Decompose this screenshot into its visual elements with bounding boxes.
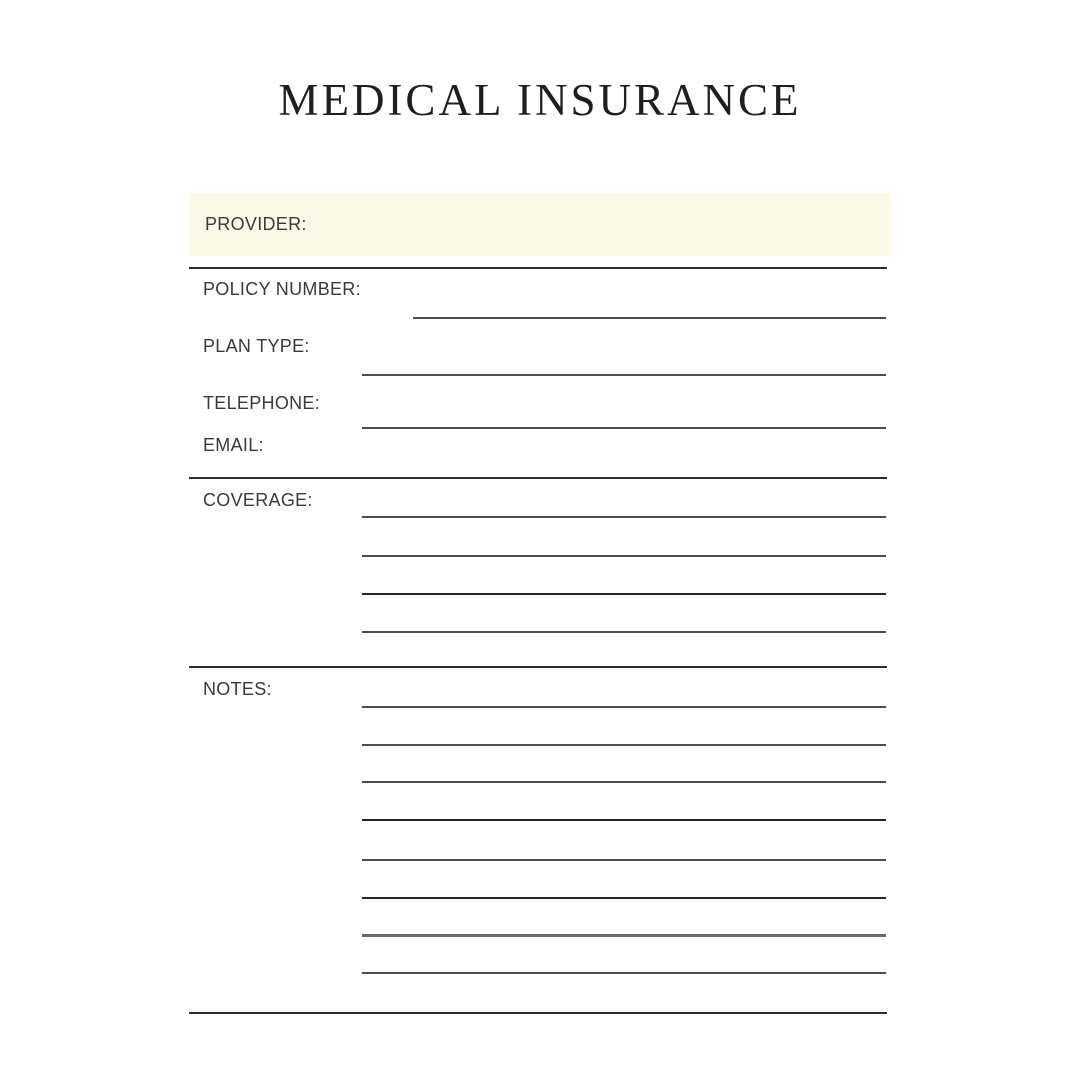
policy-number-line[interactable] bbox=[413, 317, 886, 319]
plan-type-label: PLAN TYPE: bbox=[203, 336, 310, 356]
telephone-line[interactable] bbox=[362, 427, 886, 429]
provider-section-divider bbox=[189, 267, 887, 269]
notes-line[interactable] bbox=[362, 706, 886, 708]
coverage-line[interactable] bbox=[362, 516, 886, 518]
email-section-divider bbox=[189, 477, 887, 479]
email-label: EMAIL: bbox=[203, 435, 264, 455]
page-title: MEDICAL INSURANCE bbox=[278, 75, 802, 125]
coverage-line[interactable] bbox=[362, 631, 886, 633]
bottom-divider bbox=[189, 1012, 887, 1014]
notes-line[interactable] bbox=[362, 744, 886, 746]
notes-line[interactable] bbox=[362, 972, 886, 974]
provider-field[interactable] bbox=[189, 193, 891, 256]
coverage-label: COVERAGE: bbox=[203, 490, 313, 510]
notes-line[interactable] bbox=[362, 859, 886, 861]
policy-number-label: POLICY NUMBER: bbox=[203, 279, 361, 299]
notes-label: NOTES: bbox=[203, 679, 272, 699]
plan-type-line[interactable] bbox=[362, 374, 886, 376]
provider-label: PROVIDER: bbox=[205, 214, 307, 234]
telephone-label: TELEPHONE: bbox=[203, 393, 321, 413]
coverage-line[interactable] bbox=[362, 555, 886, 557]
notes-line[interactable] bbox=[362, 934, 886, 937]
coverage-line[interactable] bbox=[362, 593, 886, 595]
notes-line[interactable] bbox=[362, 781, 886, 783]
notes-line[interactable] bbox=[362, 819, 886, 821]
notes-line[interactable] bbox=[362, 897, 886, 899]
coverage-section-divider bbox=[189, 666, 887, 668]
